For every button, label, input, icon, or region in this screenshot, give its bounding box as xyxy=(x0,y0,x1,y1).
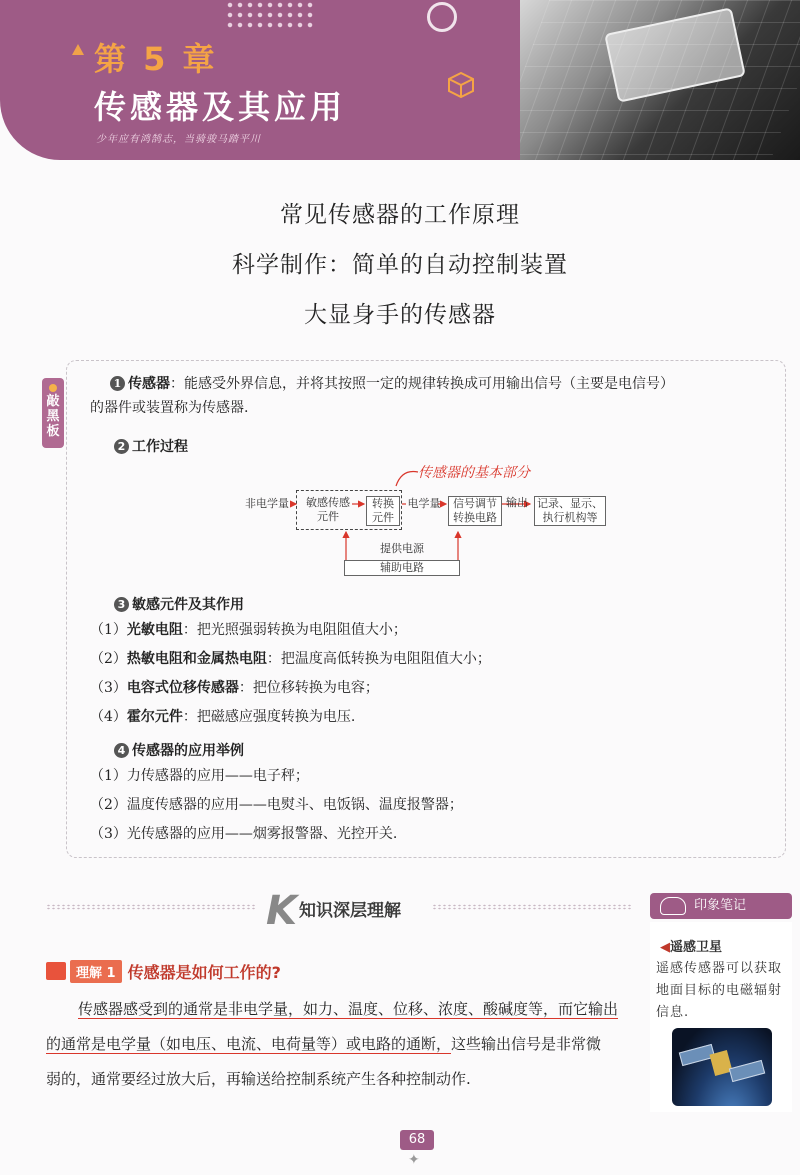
banner-photo xyxy=(520,0,800,160)
page-number: 68 xyxy=(400,1130,434,1150)
list-item: （1）光敏电阻：把光照强弱转换为电阻阻值大小； xyxy=(90,622,407,638)
cube-icon xyxy=(446,70,476,100)
list-item: （4）霍尔元件：把磁感应强度转换为电压. xyxy=(90,709,356,725)
item-number: 1 xyxy=(110,376,125,391)
definition-text: ：能感受外界信息，并将其按照一定的规律转换成可用输出信号（主要是电信号） xyxy=(170,376,674,392)
node-aux: 辅助电路 xyxy=(344,560,460,576)
body-line2: 的通常是电学量（如电压、电流、电荷量等）或电路的通断，这些输出信号是非常微 xyxy=(46,1035,602,1053)
understanding-tag xyxy=(46,960,281,982)
apps-heading: 4 传感器的应用举例 xyxy=(114,740,244,760)
node-input: 非电学量 xyxy=(245,497,289,510)
definition xyxy=(110,372,786,396)
blackboard-tab-label: 敲黑板 xyxy=(46,394,60,439)
divider-right xyxy=(432,904,632,910)
section-title-3: 大显身手的传感器 xyxy=(304,302,496,328)
blackboard-tab xyxy=(42,378,64,448)
sidebar-text: 遥感传感器可以获取地面目标的电磁辐射信息. xyxy=(656,961,783,1020)
arrow-left-icon: ◀ xyxy=(660,940,670,955)
definition-line2: 的器件或装置称为传感器. xyxy=(90,400,249,416)
book-icon xyxy=(46,962,66,980)
body-line3: 弱的，通常要经过放大后，再输送给控制系统产生各种控制动作. xyxy=(46,1070,471,1088)
list-item: （3）电容式位移传感器：把位移转换为电容； xyxy=(90,680,379,696)
node-result: 记录、显示、执行机构等 xyxy=(534,496,606,526)
node-power: 提供电源 xyxy=(380,542,424,555)
understanding-label: 理解 1 xyxy=(70,960,122,983)
definition-term: 传感器 xyxy=(128,376,170,392)
elephant-icon xyxy=(660,897,686,915)
list-item: （1）力传感器的应用——电子秤； xyxy=(90,768,309,784)
elements-list xyxy=(90,618,770,734)
circle-icon xyxy=(427,2,457,32)
apps-list xyxy=(90,764,770,851)
diagram-note: 传感器的基本部分 xyxy=(418,465,530,481)
chapter-title: 传感器及其应用 xyxy=(94,88,347,126)
understanding-question: 传感器是如何工作的? xyxy=(127,962,281,982)
decorative-dots xyxy=(225,0,315,30)
triangle-icon xyxy=(72,44,84,55)
chapter-banner xyxy=(0,0,800,160)
node-output: 输出 xyxy=(506,496,528,509)
knowledge-title: K知识深层理解 xyxy=(266,888,401,934)
node-electric: 电学量 xyxy=(407,497,441,510)
process-diagram xyxy=(240,460,620,580)
node-circuit: 信号调节转换电路 xyxy=(448,496,502,526)
divider-left xyxy=(46,904,256,910)
node-sensor: 敏感传感元件 xyxy=(306,496,350,523)
list-item: （3）光传感器的应用——烟雾报警器、光控开关. xyxy=(90,826,398,842)
sidebar-subtitle: ◀遥感卫星 xyxy=(660,940,723,955)
process-heading: 2 工作过程 xyxy=(114,436,188,456)
node-converter: 转换元件 xyxy=(366,496,400,526)
bird-icon: ✦ xyxy=(408,1152,420,1168)
list-item: （2）热敏电阻和金属热电阻：把温度高低转换为电阻阻值大小； xyxy=(90,651,491,667)
section-title-2: 科学制作：简单的自动控制装置 xyxy=(232,252,568,278)
k-logo-icon: K xyxy=(266,888,297,934)
list-item: （2）温度传感器的应用——电熨斗、电饭锅、温度报警器； xyxy=(90,797,463,813)
section-title-1: 常见传感器的工作原理 xyxy=(280,202,520,228)
chapter-number: 第 5 章 xyxy=(94,40,218,78)
elements-heading: 3 敏感元件及其作用 xyxy=(114,594,244,614)
body-line1: 传感器感受到的通常是非电学量，如力、温度、位移、浓度、酸碱度等，而它输出 xyxy=(78,1000,619,1018)
satellite-image xyxy=(672,1028,772,1106)
chapter-motto: 少年应有鸿鹄志，当骑骏马踏平川 xyxy=(96,134,261,145)
sidebar-header: 印象笔记 xyxy=(650,893,792,919)
